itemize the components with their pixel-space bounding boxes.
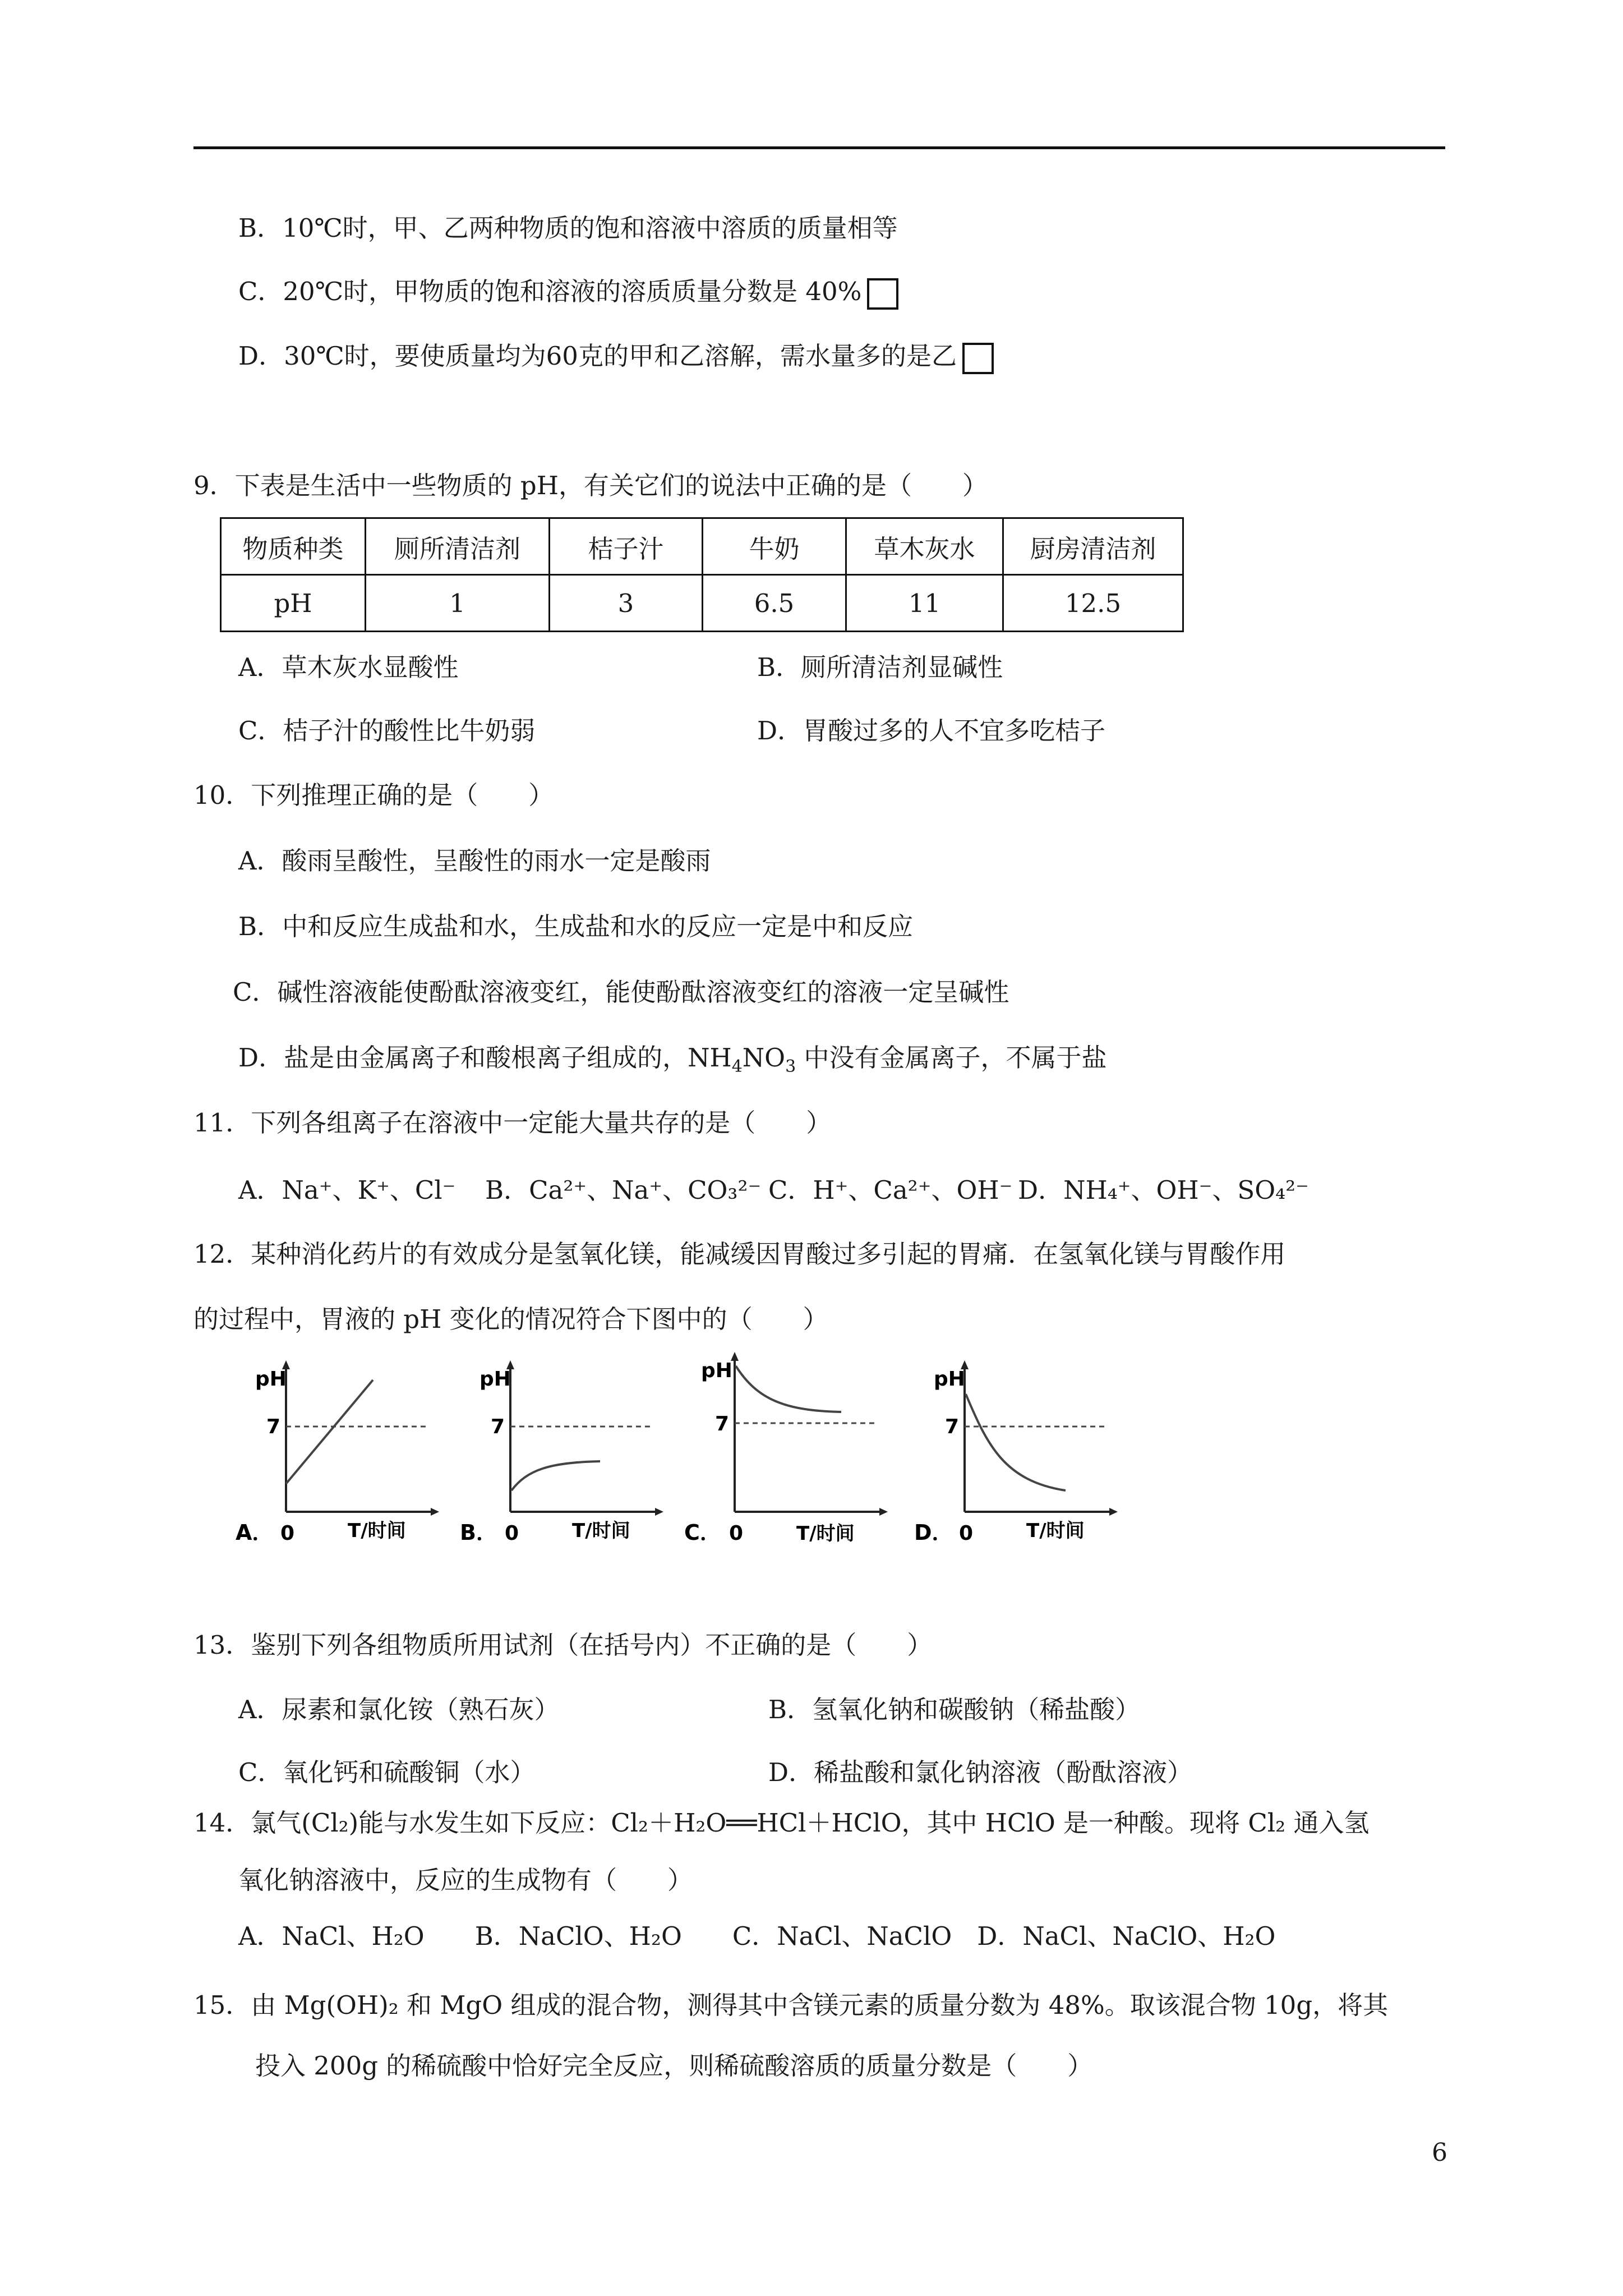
q11-stem: 11．下列各组离子在溶液中一定能大量共存的是（ ） xyxy=(193,1108,832,1138)
table-cell: 11 xyxy=(846,575,1003,632)
q11-option-b: B．Ca²⁺、Na⁺、CO₃²⁻ xyxy=(485,1175,762,1205)
table-cell: 6.5 xyxy=(703,575,846,632)
q11-option-c: C．H⁺、Ca²⁺、OH⁻ xyxy=(768,1175,1013,1205)
table-cell: 牛奶 xyxy=(703,518,846,575)
q10-option-b: B．中和反应生成盐和水，生成盐和水的反应一定是中和反应 xyxy=(238,912,914,941)
graph-option-label: A． xyxy=(236,1520,274,1545)
q15-line-2: 投入 200g 的稀硫酸中恰好完全反应，则稀硫酸溶质的质量分数是（ ） xyxy=(255,2051,1093,2081)
q13-stem: 13．鉴别下列各组物质所用试剂（在括号内）不正确的是（ ） xyxy=(193,1630,933,1660)
table-row xyxy=(221,575,1183,632)
q13-option-d: D．稀盐酸和氯化钠溶液（酚酞溶液） xyxy=(768,1757,1193,1787)
q11-option-d: D．NH₄⁺、OH⁻、SO₄²⁻ xyxy=(1018,1175,1309,1205)
q10-option-c: C．碱性溶液能使酚酞溶液变红，能使酚酞溶液变红的溶液一定呈碱性 xyxy=(233,977,1009,1007)
q11-option-a: A．Na⁺、K⁺、Cl⁻ xyxy=(238,1175,456,1205)
q13-option-b: B．氢氧化钠和碳酸钠（稀盐酸） xyxy=(768,1695,1141,1724)
table-cell: 桔子汁 xyxy=(550,518,703,575)
q13-option-a: A．尿素和氯化铵（熟石灰） xyxy=(238,1695,560,1724)
table-cell: 厨房清洁剂 xyxy=(1003,518,1183,575)
subscript: 4 xyxy=(731,1057,743,1076)
q8-option-c-text: C．20℃时，甲物质的饱和溶液的溶质质量分数是 40% xyxy=(238,277,862,306)
graph-d xyxy=(914,1343,1127,1545)
graph-ref-label: 7 xyxy=(715,1412,730,1435)
q10-option-d-post: 中没有金属离子，不属于盐 xyxy=(796,1043,1107,1073)
graph-origin-label: 0 xyxy=(280,1522,295,1545)
graph-origin-label: 0 xyxy=(505,1522,519,1545)
graph-x-label: T/时间 xyxy=(1026,1520,1085,1542)
graph-b xyxy=(460,1343,673,1545)
table-cell: 12.5 xyxy=(1003,575,1183,632)
q10-option-d xyxy=(238,1041,1106,1075)
graph-c xyxy=(684,1343,897,1545)
q14-options: A．NaCl、H₂O B．NaClO、H₂O C．NaCl、NaClO D．NaCl、NaClO、H₂O xyxy=(238,1921,1276,1951)
ph-table xyxy=(220,517,1184,632)
q10-stem: 10．下列推理正确的是（ ） xyxy=(193,780,554,810)
graph-option-label: D． xyxy=(914,1520,953,1545)
answer-box xyxy=(867,278,898,310)
table-cell: 3 xyxy=(550,575,703,632)
q10-option-d-mid: NO xyxy=(742,1043,786,1073)
graph-option-label: B． xyxy=(460,1520,497,1545)
q9-stem: 9．下表是生活中一些物质的 pH，有关它们的说法中正确的是（ ） xyxy=(193,471,988,500)
q8-option-c xyxy=(238,275,898,310)
graph-ref-label: 7 xyxy=(266,1415,281,1438)
q15-line-1: 15．由 Mg(OH)₂ 和 MgO 组成的混合物，测得其中含镁元素的质量分数为 48%。取该混合物 10g，将其 xyxy=(193,1990,1389,2020)
graph-y-label: pH xyxy=(479,1368,511,1391)
q12-line-2: 的过程中，胃液的 pH 变化的情况符合下图中的（ ） xyxy=(193,1304,828,1334)
q9-option-a: A．草木灰水显酸性 xyxy=(238,652,459,682)
graph-x-label: T/时间 xyxy=(572,1520,630,1542)
q10-option-a: A．酸雨呈酸性，呈酸性的雨水一定是酸雨 xyxy=(238,846,711,876)
table-cell: 1 xyxy=(366,575,550,632)
q8-option-b: B．10℃时，甲、乙两种物质的饱和溶液中溶质的质量相等 xyxy=(238,213,898,243)
graph-a xyxy=(236,1343,449,1545)
graph-option-label: C． xyxy=(684,1520,721,1545)
table-cell: 厕所清洁剂 xyxy=(366,518,550,575)
graph-x-label: T/时间 xyxy=(348,1520,406,1542)
page-number: 6 xyxy=(1432,2138,1447,2167)
graph-y-label: pH xyxy=(934,1368,965,1391)
q8-option-d xyxy=(238,339,994,374)
q8-option-d-text: D．30℃时，要使质量均为60克的甲和乙溶解，需水量多的是乙 xyxy=(238,341,957,371)
q13-option-c: C．氧化钙和硫酸铜（水） xyxy=(238,1757,536,1787)
graph-origin-label: 0 xyxy=(959,1522,974,1545)
q12-line-1: 12．某种消化药片的有效成分是氢氧化镁，能减缓因胃酸过多引起的胃痛．在氢氧化镁与胃酸作用 xyxy=(193,1239,1286,1269)
graph-y-label: pH xyxy=(255,1368,287,1391)
q14-line-1: 14．氯气(Cl₂)能与水发生如下反应：Cl₂＋H₂O══HCl＋HClO，其中 HClO 是一种酸。现将 Cl₂ 通入氢 xyxy=(193,1808,1370,1838)
table-cell: 物质种类 xyxy=(221,518,366,575)
header-rule xyxy=(193,146,1445,149)
table-cell: 草木灰水 xyxy=(846,518,1003,575)
table-cell: pH xyxy=(221,575,366,632)
q9-option-c: C．桔子汁的酸性比牛奶弱 xyxy=(238,716,536,746)
q9-option-b: B．厕所清洁剂显碱性 xyxy=(757,652,1003,682)
subscript: 3 xyxy=(785,1057,796,1076)
graph-origin-label: 0 xyxy=(729,1522,744,1545)
q14-line-2: 氧化钠溶液中，反应的生成物有（ ） xyxy=(238,1865,693,1895)
graph-y-label: pH xyxy=(701,1359,732,1382)
graph-ref-label: 7 xyxy=(491,1415,505,1438)
answer-box xyxy=(962,343,994,374)
q10-option-d-pre: D．盐是由金属离子和酸根离子组成的，NH xyxy=(238,1043,732,1073)
graph-ref-label: 7 xyxy=(945,1415,960,1438)
q9-option-d: D．胃酸过多的人不宜多吃桔子 xyxy=(757,716,1106,746)
table-header-row xyxy=(221,518,1183,575)
graph-x-label: T/时间 xyxy=(796,1522,855,1545)
